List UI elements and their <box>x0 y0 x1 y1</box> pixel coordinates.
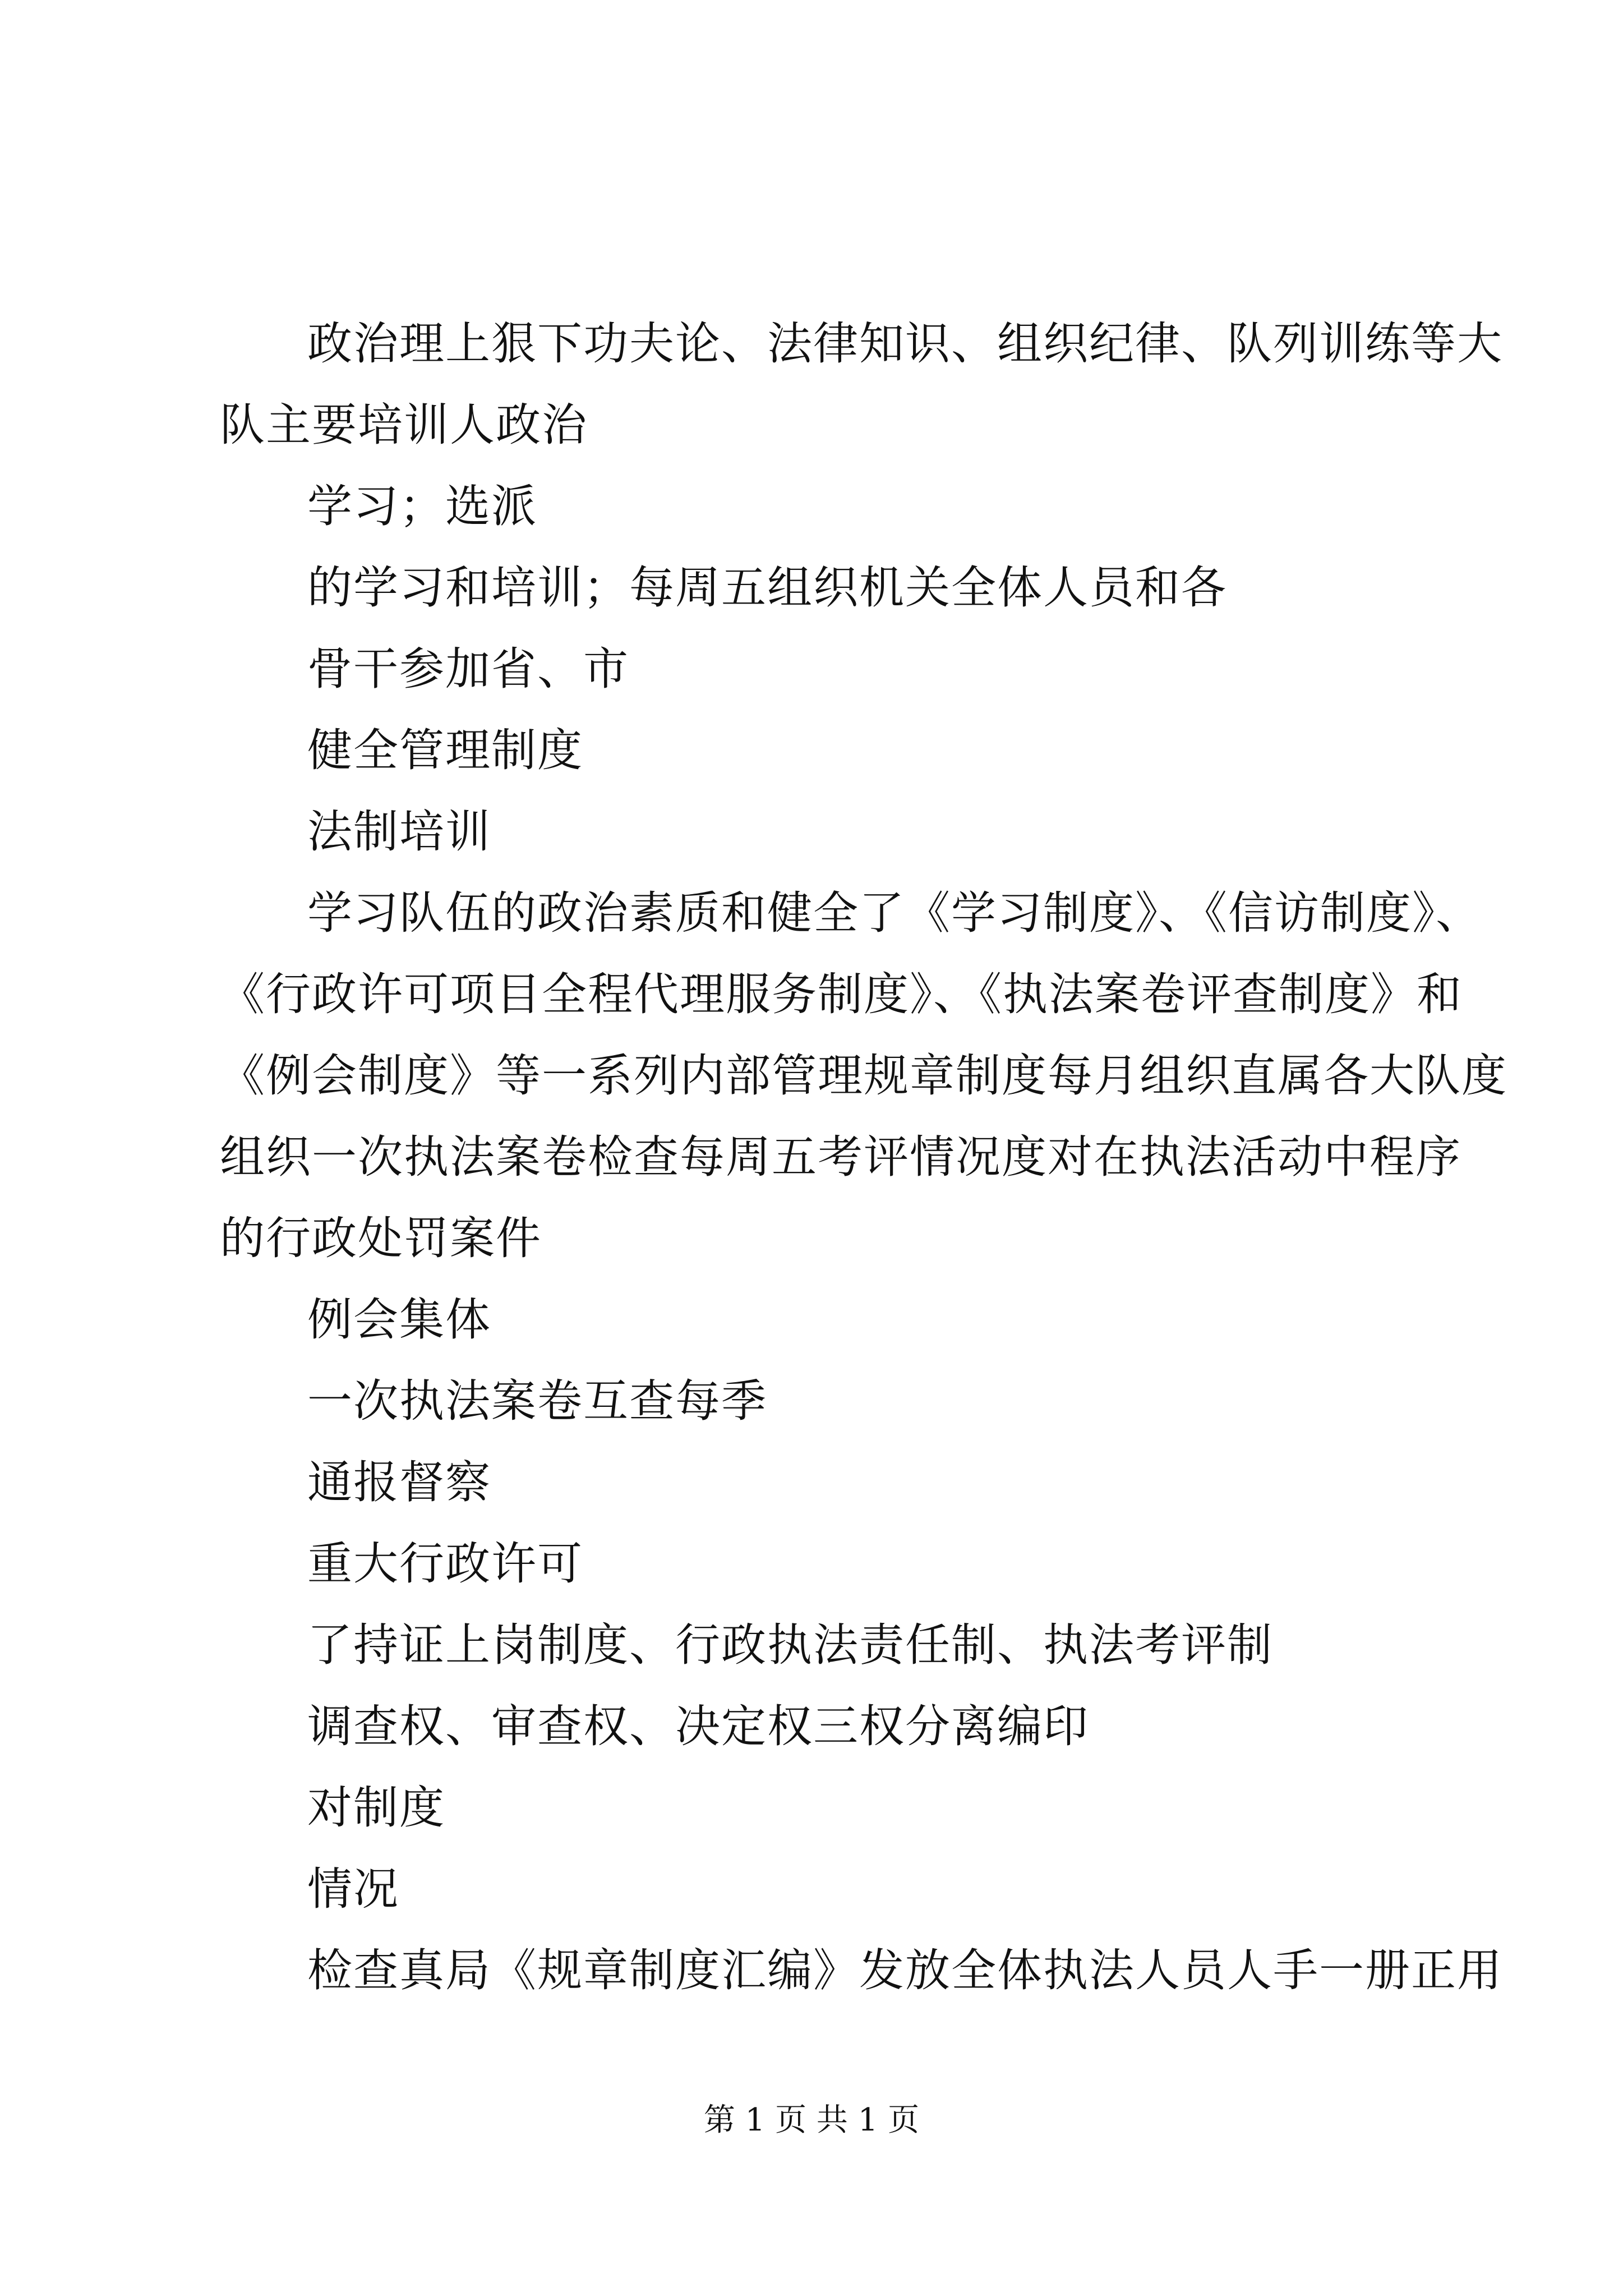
text-line: 的行政处罚案件 <box>220 1212 542 1264</box>
page-number-footer: 第 1 页 共 1 页 <box>703 2102 920 2138</box>
text-line: 学习队伍的政治素质和健全了《学习制度》、《信访制度》、 <box>307 887 1482 939</box>
text-line: 检查真局《规章制度汇编》发放全体执法人员人手一册正用 <box>307 1944 1503 1996</box>
text-line: 骨干参加省、市 <box>307 643 629 695</box>
text-line: 重大行政许可 <box>307 1538 583 1590</box>
text-line: 通报督察 <box>307 1456 491 1508</box>
text-line: 一次执法案卷互查每季 <box>307 1375 767 1427</box>
text-line: 法制培训 <box>307 806 491 858</box>
text-line: 健全管理制度 <box>307 724 583 776</box>
text-line: 《行政许可项目全程代理服务制度》、《执法案卷评查制度》和 <box>220 968 1463 1020</box>
text-line: 情况 <box>307 1863 399 1915</box>
text-line: 队主要培训人政治 <box>220 399 588 451</box>
text-line: 调查权、审查权、决定权三权分离编印 <box>307 1700 1089 1752</box>
text-line: 了持证上岗制度、行政执法责任制、执法考评制 <box>307 1619 1273 1671</box>
text-line: 对制度 <box>307 1782 445 1834</box>
text-line: 《例会制度》等一系列内部管理规章制度每月组织直属各大队度 <box>220 1050 1507 1102</box>
text-line: 例会集体 <box>307 1294 491 1346</box>
text-line: 的学习和培训；每周五组织机关全体人员和各 <box>307 562 1227 614</box>
text-line: 政治理上狠下功夫论、法律知识、组织纪律、队列训练等大 <box>307 318 1503 370</box>
text-line: 组织一次执法案卷检查每周五考评情况度对在执法活动中程序 <box>220 1131 1461 1183</box>
text-line: 学习；选派 <box>307 480 537 532</box>
